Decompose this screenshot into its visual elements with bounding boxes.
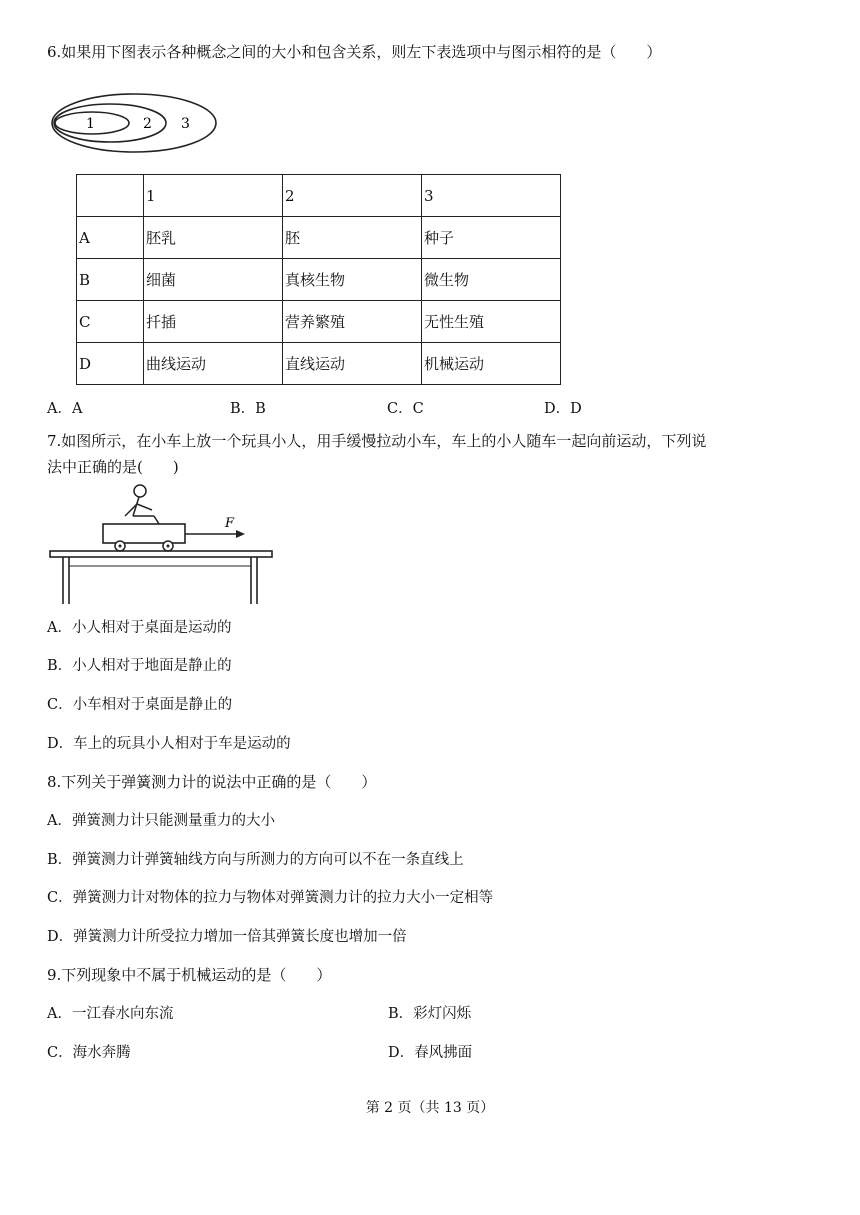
q9-option-c: C．海水奔腾: [47, 1045, 131, 1061]
q8-option-b: B．弹簧测力计弹簧轴线方向与所测力的方向可以不在一条直线上: [47, 852, 464, 868]
table-cell: 曲线运动: [144, 343, 283, 385]
diagram-label-3: 3: [181, 116, 190, 132]
table-row: [77, 175, 561, 217]
table-cell: 胚乳: [144, 217, 283, 259]
table-row: [77, 259, 561, 301]
table-cell: 胚: [283, 217, 422, 259]
q6-stem: 6.如果用下图表示各种概念之间的大小和包含关系，则左下表选项中与图示相符的是（ ）: [47, 43, 662, 61]
table-cell: 直线运动: [283, 343, 422, 385]
diagram-label-1: 1: [86, 116, 95, 132]
table-cell: 真核生物: [283, 259, 422, 301]
table-cell: [77, 175, 144, 217]
q8-option-c: C．弹簧测力计对物体的拉力与物体对弹簧测力计的拉力大小一定相等: [47, 890, 494, 906]
diagram-label-2: 2: [143, 116, 152, 132]
table-row: [77, 301, 561, 343]
table-cell: D: [77, 343, 144, 385]
q8-stem: 8.下列关于弹簧测力计的说法中正确的是（ ）: [47, 773, 377, 791]
q9-option-b: B．彩灯闪烁: [388, 1006, 472, 1022]
q6-option-d: D．D: [544, 401, 582, 417]
table-cell: A: [77, 217, 144, 259]
table-cell: 营养繁殖: [283, 301, 422, 343]
q6-option-a: A．A: [47, 401, 83, 417]
table-cell: 机械运动: [422, 343, 561, 385]
page-footer: 第 2 页（共 13 页）: [365, 1100, 495, 1116]
table-cell: 细菌: [144, 259, 283, 301]
q8-option-a: A．弹簧测力计只能测量重力的大小: [47, 813, 275, 829]
table-cell: 2: [283, 175, 422, 217]
q6-options-table: [76, 174, 561, 385]
q7-stem-line1: 7.如图所示，在小车上放一个玩具小人，用手缓慢拉动小车，车上的小人随车一起向前运动，下列说: [47, 432, 707, 450]
q6-option-c: C．C: [387, 401, 424, 417]
q8-option-d: D．弹簧测力计所受拉力增加一倍其弹簧长度也增加一倍: [47, 929, 407, 945]
q6-option-b: B．B: [230, 401, 266, 417]
q7-option-b: B．小人相对于地面是静止的: [47, 658, 232, 674]
q9-option-a: A．一江春水向东流: [47, 1006, 174, 1022]
table-cell: 微生物: [422, 259, 561, 301]
q7-option-d: D．车上的玩具小人相对于车是运动的: [47, 736, 291, 752]
table-cell: 扦插: [144, 301, 283, 343]
table-row: [77, 217, 561, 259]
table-cell: C: [77, 301, 144, 343]
table-row: [77, 343, 561, 385]
q7-option-a: A．小人相对于桌面是运动的: [47, 620, 232, 636]
table-cell: B: [77, 259, 144, 301]
nested-ellipses-diagram: [50, 92, 220, 154]
table-cell: 无性生殖: [422, 301, 561, 343]
force-label: F: [225, 516, 235, 531]
q7-stem-line2: 法中正确的是( ): [47, 458, 179, 476]
table-cell: 种子: [422, 217, 561, 259]
q9-stem: 9.下列现象中不属于机械运动的是（ ）: [47, 966, 332, 984]
table-cell: 3: [422, 175, 561, 217]
cart-on-table-figure: [47, 480, 279, 606]
q7-option-c: C．小车相对于桌面是静止的: [47, 697, 233, 713]
table-cell: 1: [144, 175, 283, 217]
q9-option-d: D．春风拂面: [388, 1045, 473, 1061]
